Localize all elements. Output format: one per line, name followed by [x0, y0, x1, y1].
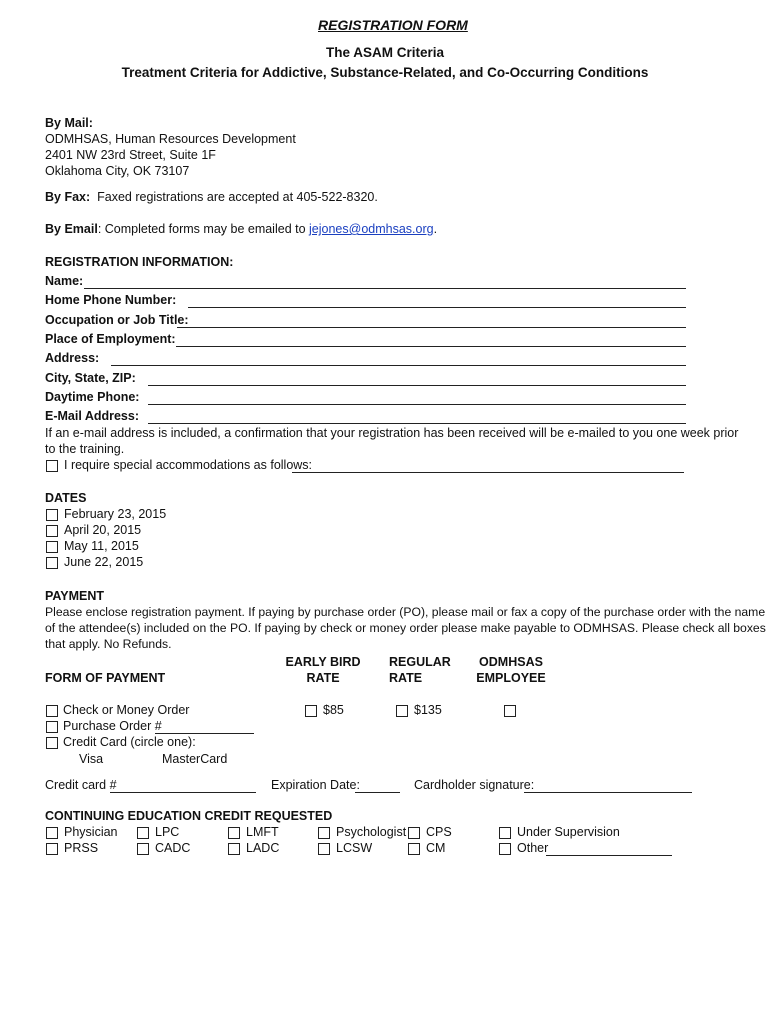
email-note: If an e-mail address is included, a confirmation that your registration has been received will be e-mailed to you one week prior	[45, 426, 739, 440]
fax-row	[45, 190, 378, 204]
email-label: By Email	[45, 222, 98, 236]
ce-lcsw-label: LCSW	[336, 841, 373, 855]
city-state-zip-label: City, State, ZIP:	[45, 371, 136, 385]
date-label: April 20, 2015	[64, 523, 142, 537]
mail-line-1: ODMHSAS, Human Resources Development	[45, 132, 296, 146]
daytime-phone-field[interactable]	[148, 404, 686, 405]
ce-prss-label: PRSS	[64, 841, 99, 855]
mail-label: By Mail:	[45, 116, 93, 130]
ce-cadc-label: CADC	[155, 841, 191, 855]
payment-instructions-3: that apply. No Refunds.	[45, 637, 172, 651]
mastercard-option[interactable]: MasterCard	[162, 752, 228, 766]
employment-label: Place of Employment:	[45, 332, 176, 346]
credit-card-number-label: Credit card #	[45, 778, 117, 792]
date-checkbox[interactable]	[46, 541, 58, 553]
ce-physician-checkbox[interactable]	[46, 827, 58, 839]
mail-line-3: Oklahoma City, OK 73107	[45, 164, 190, 178]
ce-other-label: Other	[517, 841, 549, 855]
daytime-phone-label: Daytime Phone:	[45, 390, 140, 404]
form-subtitle: The ASAM Criteria	[325, 45, 445, 60]
accommodations-checkbox[interactable]	[46, 460, 58, 472]
address-field[interactable]	[111, 365, 686, 366]
payment-instructions: Please enclose registration payment. If paying by purchase order (PO), please mail or fax a copy of the purchase order with the name	[45, 605, 766, 619]
email-text: : Completed forms may be emailed to	[97, 222, 310, 236]
form-title: REGISTRATION FORM	[318, 17, 468, 33]
date-checkbox[interactable]	[46, 557, 58, 569]
date-checkbox[interactable]	[46, 525, 58, 537]
ce-ladc-label: LADC	[246, 841, 280, 855]
accommodations-field[interactable]	[292, 472, 684, 473]
email-address-label: E-Mail Address:	[45, 409, 140, 423]
city-state-zip-field[interactable]	[148, 385, 686, 386]
form-subtitle-criteria: Treatment Criteria for Addictive, Substance-Related, and Co-Occurring Conditions	[121, 65, 649, 80]
form-of-payment-heading: FORM OF PAYMENT	[45, 671, 166, 685]
credit-card-checkbox[interactable]	[46, 737, 58, 749]
date-label: May 11, 2015	[64, 539, 139, 553]
ce-physician-label: Physician	[64, 825, 118, 839]
ce-cadc-checkbox[interactable]	[137, 843, 149, 855]
ce-heading: CONTINUING EDUCATION CREDIT REQUESTED	[45, 809, 333, 823]
ce-under-supervision-label: Under Supervision	[517, 825, 620, 839]
registration-heading: REGISTRATION INFORMATION:	[45, 255, 234, 269]
home-phone-label: Home Phone Number:	[45, 293, 177, 307]
dates-heading: DATES	[45, 491, 87, 505]
ce-lcsw-checkbox[interactable]	[318, 843, 330, 855]
regular-rate-header: RATE	[389, 671, 423, 685]
credit-card-label: Credit Card (circle one):	[63, 735, 196, 749]
regular-header: REGULAR	[389, 655, 451, 669]
fax-text: Faxed registrations are accepted at 405-522-8320.	[97, 190, 378, 204]
ce-cm-label: CM	[426, 841, 446, 855]
home-phone-field[interactable]	[188, 307, 686, 308]
occupation-field[interactable]	[177, 327, 686, 328]
email-row	[45, 222, 437, 236]
occupation-label: Occupation or Job Title:	[45, 313, 189, 327]
ce-under-supervision-checkbox[interactable]	[499, 827, 511, 839]
ce-psychologist-checkbox[interactable]	[318, 827, 330, 839]
expiration-field[interactable]	[355, 792, 400, 793]
signature-label: Cardholder signature:	[414, 778, 535, 792]
ce-prss-checkbox[interactable]	[46, 843, 58, 855]
purchase-order-label: Purchase Order #	[63, 719, 162, 733]
payment-heading: PAYMENT	[45, 589, 105, 603]
early-bird-header: EARLY BIRD	[285, 655, 361, 669]
ce-psychologist-label: Psychologist	[336, 825, 407, 839]
ce-other-checkbox[interactable]	[499, 843, 511, 855]
ce-lmft-label: LMFT	[246, 825, 279, 839]
accommodations-label: I require special accommodations as follows:	[64, 458, 313, 472]
ce-ladc-checkbox[interactable]	[228, 843, 240, 855]
fax-label: By Fax:	[45, 190, 91, 204]
purchase-order-checkbox[interactable]	[46, 721, 58, 733]
early-bird-price: $85	[323, 703, 344, 717]
credit-card-number-field[interactable]	[110, 792, 256, 793]
date-label: February 23, 2015	[64, 507, 167, 521]
ce-other-field[interactable]	[546, 855, 672, 856]
ce-lmft-checkbox[interactable]	[228, 827, 240, 839]
name-field[interactable]	[84, 288, 686, 289]
name-label: Name:	[45, 274, 84, 288]
regular-rate-checkbox[interactable]	[396, 705, 408, 717]
payment-instructions-2: of the attendee(s) included on the PO. If paying by check or money order please make payable to ODMHSAS. Please check all boxes	[45, 621, 766, 635]
email-link[interactable]: jejones@odmhsas.org	[309, 222, 434, 236]
early-bird-rate-header: RATE	[306, 671, 340, 685]
address-label: Address:	[45, 351, 100, 365]
mail-line-2: 2401 NW 23rd Street, Suite 1F	[45, 148, 216, 162]
employment-field[interactable]	[176, 346, 686, 347]
check-money-order-label: Check or Money Order	[63, 703, 190, 717]
purchase-order-field[interactable]	[155, 733, 254, 734]
ce-lpc-label: LPC	[155, 825, 180, 839]
ce-lpc-checkbox[interactable]	[137, 827, 149, 839]
email-note-cont: to the training.	[45, 442, 125, 456]
regular-rate-price: $135	[414, 703, 442, 717]
ce-cps-checkbox[interactable]	[408, 827, 420, 839]
employee-checkbox[interactable]	[504, 705, 516, 717]
email-tail: .	[433, 222, 438, 236]
ce-cm-checkbox[interactable]	[408, 843, 420, 855]
employee-header: EMPLOYEE	[476, 671, 546, 685]
check-money-order-checkbox[interactable]	[46, 705, 58, 717]
expiration-label: Expiration Date:	[271, 778, 360, 792]
odmhsas-header: ODMHSAS	[479, 655, 543, 669]
ce-cps-label: CPS	[426, 825, 452, 839]
signature-field[interactable]	[524, 792, 692, 793]
early-bird-checkbox[interactable]	[305, 705, 317, 717]
email-address-field[interactable]	[148, 423, 686, 424]
date-label: June 22, 2015	[64, 555, 144, 569]
date-checkbox[interactable]	[46, 509, 58, 521]
visa-option[interactable]: Visa	[79, 752, 104, 766]
